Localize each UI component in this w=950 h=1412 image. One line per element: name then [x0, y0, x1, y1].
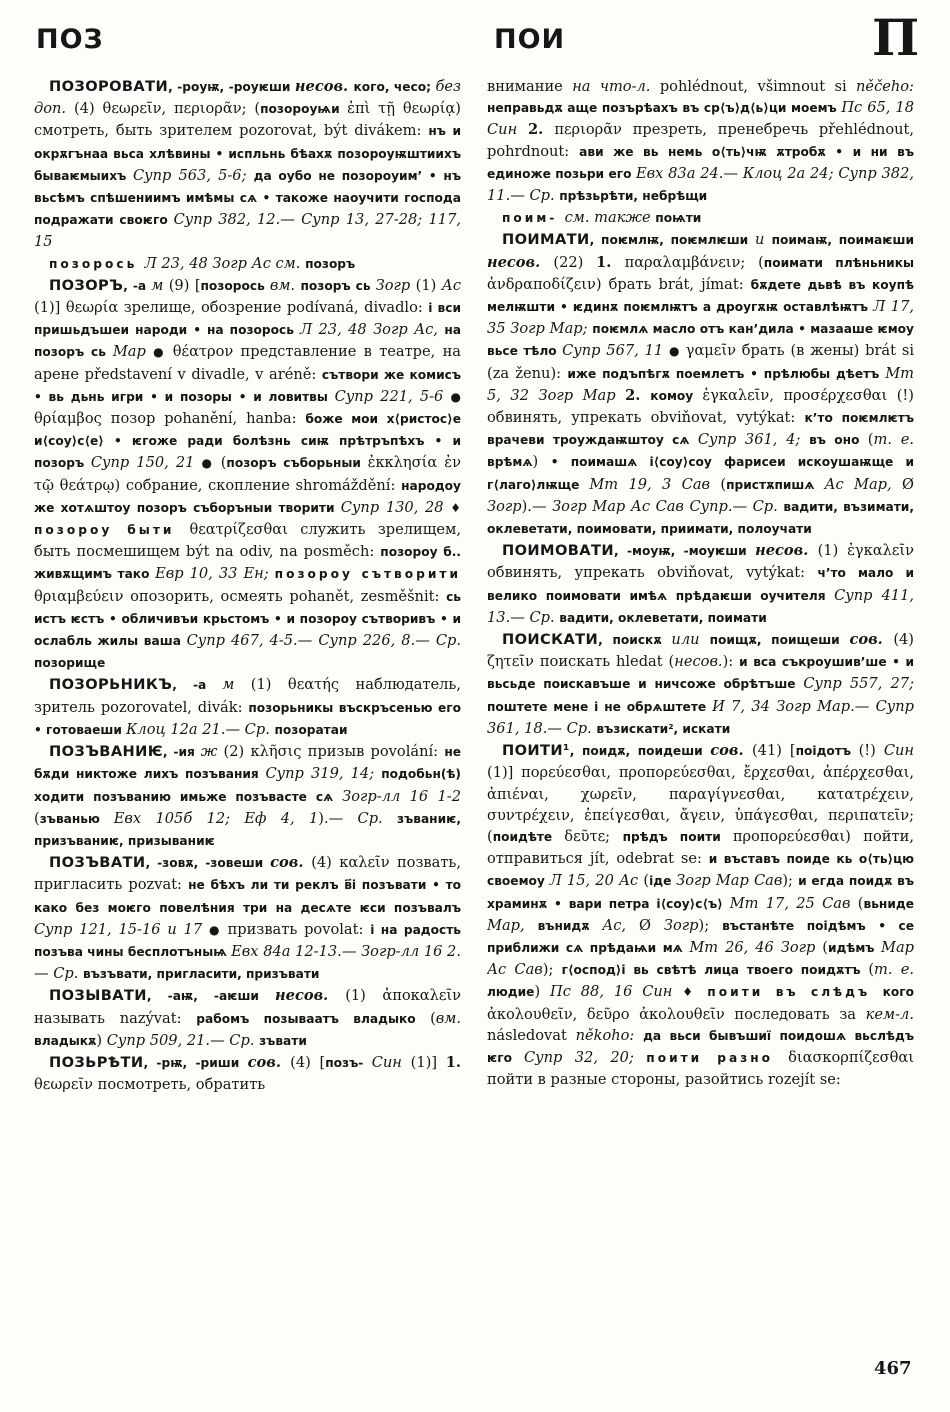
text-segment-ro: позвать, пригласить pozvat:	[34, 854, 461, 894]
text-segment-it: см. также	[564, 209, 656, 227]
text-segment-it: něčeho:	[856, 78, 914, 95]
text-segment-gr: καλεῖν	[339, 854, 397, 872]
text-segment-it: Ас	[441, 276, 461, 294]
text-segment-gr: γαμεῖν	[685, 342, 742, 360]
text-segment-it: Мар,	[487, 916, 538, 934]
text-segment-it: м	[222, 676, 251, 694]
text-segment-ocs: въстанѣте поідѣмъ • се приближи сѧ прѣдаѩи мѧ	[487, 918, 914, 955]
text-segment-it: Ср.	[357, 809, 397, 827]
section-letter: П	[872, 8, 920, 67]
text-segment-it: Пс 88, 16 Син	[550, 983, 683, 1001]
text-segment-gr: ἀποκαλεῖν	[382, 987, 461, 1005]
text-segment-it: Евх 84а 12-13.— Зогр-лл 16 2.— Ср.	[34, 942, 461, 983]
text-segment-iti: несов.	[487, 253, 554, 271]
entry-pozornik	[34, 674, 461, 741]
text-segment-gr: θρίαμβος	[34, 410, 111, 428]
text-segment-gr: ἐπὶ τῇ θεωρίᾳ	[347, 100, 456, 118]
text-segment-ocs: , -ия	[162, 745, 201, 760]
text-segment-it: Мар Ас Сав	[487, 938, 914, 979]
text-segment-ocs: , -моуѭ, -моуѥши	[613, 544, 756, 559]
text-segment-ro: (	[857, 894, 864, 912]
text-segment-it: Зогр	[663, 916, 699, 934]
text-segment-it: Зогр Мар Сав	[676, 872, 783, 890]
text-segment-ocs: поимати плѣньникы	[763, 255, 914, 270]
text-segment-gr: ἐκκλησία ἐν τῷ θεάτρῳ	[34, 454, 461, 494]
text-segment-ro: Ø	[639, 916, 664, 934]
text-segment-b: 2.	[527, 121, 555, 139]
text-segment-ro: (41) [	[751, 742, 796, 760]
text-segment-it: Л 15, 20 Ас	[549, 872, 644, 890]
text-segment-ro: призвать povolat:	[227, 920, 371, 938]
text-segment-gr: θεωρία	[65, 299, 124, 317]
text-segment-ro: )	[96, 1031, 107, 1049]
text-segment-ro: посмотреть, обратить	[97, 1076, 266, 1094]
text-segment-it: Син	[371, 1053, 411, 1071]
text-segment-ocs: на позоръ сь	[34, 323, 461, 360]
entry-pozyvati	[34, 985, 461, 1052]
text-segment-it: и	[755, 231, 772, 249]
text-segment-ocs: врѣмѧ	[487, 455, 533, 470]
text-segment-it: Супр 382, 12.— Супр 13, 27-28; 117, 15	[34, 211, 461, 251]
text-segment-it: Л 17, 35 Зогр Мар;	[487, 298, 914, 338]
text-segment-gr: διασκορπίζεσθαι	[788, 1048, 914, 1066]
text-segment-gr: πορεύεσθαι, προπορεύεσθαι, ἔρχεσθαι, ἀπέρχεσθαι, ἀπιέναι, χωρεῖν, παραγίγνεσθαι, κατατρέχειν, συντρέχειν, ἐπείγεσθαι, ἄγειν, ὑπάγεσθαι, περιπατεῖν;	[487, 764, 914, 824]
text-segment-ocs: г⟨оспод⟩і вь свѣтѣ лица твоего поидѫтъ	[561, 963, 869, 978]
text-segment-it: Ас,	[602, 916, 639, 934]
entry-pozorovati	[34, 76, 461, 253]
text-segment-it: Ас Мар,	[824, 475, 903, 493]
entry-pozoros-crossref	[34, 253, 461, 275]
text-segment-ro: позор pohanění, hanba:	[110, 410, 306, 428]
text-segment-it: И 7, 34 Зогр Мар.— Супр 361, 18.— Ср.	[487, 697, 914, 737]
text-segment-hw: ПОИСКАТИ	[502, 631, 599, 649]
text-segment-ro: (4)	[311, 854, 340, 872]
text-segment-ro: (	[758, 253, 764, 271]
text-segment-ro: (9) [	[168, 276, 201, 294]
text-segment-gr: παραλαμβάνειν;	[624, 253, 759, 271]
text-segment-ocs: позороу б.. живѫщимъ тако	[34, 545, 461, 582]
text-segment-ro: презреть, пренебречь přehlédnout, pohrdnout:	[487, 121, 914, 160]
text-segment-gr: ἀκολουθεῖν, δεῦρο ἀκολουθεῖν	[487, 1005, 735, 1023]
text-segment-it: Супр 509, 21.— Ср.	[106, 1031, 260, 1049]
text-segment-hw: ПОИТИ¹	[502, 742, 570, 760]
text-segment-ocs: , поискѫ	[598, 633, 672, 648]
entry-pozor	[34, 275, 461, 675]
page-number: 467	[874, 1358, 912, 1379]
text-segment-it: Мт 5, 32 Зогр Мар	[487, 364, 914, 404]
text-segment-sp: поим-	[502, 211, 565, 226]
text-segment-sym: ♦	[682, 985, 708, 1000]
entry-poimati	[487, 229, 914, 540]
text-segment-ocs: и вса съкроушив’ше • и вьсьде поискавъше и ничсоже обрѣтъше	[487, 655, 914, 692]
text-segment-sym: ♦	[450, 500, 461, 515]
text-segment-ocs: бѫдете дьвѣ въ коупѣ мелѭшти • ѥдинѫ поѥмлѭтъ а дроугѫѭ оставлѣѭтъ	[487, 277, 914, 315]
text-segment-ro: ) брать brát, jímat:	[595, 275, 751, 293]
text-segment-ocs: вадити, оклеветати, поимати	[559, 610, 767, 625]
text-segment-ro: (	[220, 454, 227, 472]
text-segment-it: вм.	[269, 276, 301, 294]
text-segment-ocs: , -зовѫ, -зовеши	[145, 856, 271, 871]
text-segment-ocs: рабомъ позываатъ владыко	[196, 1011, 431, 1026]
text-segment-it: Пс 65, 18 Син	[487, 99, 914, 139]
text-segment-ocs: да оубо не позороуим’ • нъ вьсѣмъ спѣшениимъ имѣмы сѧ • такоже наоучити господа подражати своѥго	[34, 168, 461, 228]
text-segment-ro: (	[822, 938, 828, 956]
text-segment-gr: θεατής	[287, 676, 356, 694]
text-segment-ocs: к’то поѥмлѥтъ врачеви троуждаѭштоу сѧ	[487, 411, 914, 448]
text-segment-ro: (1)	[345, 987, 383, 1005]
text-segment-it: Супр 563, 5-6;	[132, 166, 254, 184]
text-segment-ro: (!) обвинять, упрекать obviňovat, vytýkat:	[487, 386, 914, 427]
text-segment-b: 1.	[445, 1053, 461, 1071]
text-segment-ocs: позоръ сь	[300, 278, 376, 293]
text-segment-ro: (	[254, 100, 261, 118]
text-segment-iti: сов.	[247, 1053, 291, 1071]
text-segment-hw: ПОИМОВАТИ	[502, 542, 614, 560]
text-segment-hw: ПОЗОРЪ	[49, 276, 124, 294]
text-segment-ro: ) пойти, отправиться jít, odebrat se:	[487, 827, 914, 868]
text-segment-ocs: позорьникы въскръсенью его • готоваеши	[34, 700, 461, 737]
left-column	[34, 76, 461, 1370]
text-segment-it: Зогр	[375, 276, 416, 294]
guide-word-center: ПОИ	[494, 24, 566, 55]
text-segment-sym: ●	[450, 389, 461, 404]
text-segment-ocs: не бѣхъ ли ти реклъ в҃і позъвати • то како без моѥго повелѣния три на десѧте ѥси позъвалъ	[34, 878, 461, 915]
text-segment-ocs: кого, чесо;	[353, 80, 436, 94]
text-segment-sp: поити въ слѣдъ	[707, 985, 883, 1000]
text-segment-ocs: позъ-	[325, 1055, 372, 1070]
text-segment-it: Супр 567, 11	[562, 342, 670, 360]
text-segment-ocs: прѣдъ поити	[622, 829, 733, 844]
text-segment-ocs: іде	[649, 874, 677, 889]
text-segment-hw: ПОЗОРЬНИКЪ	[49, 676, 173, 694]
text-segment-iti: сов.	[270, 854, 312, 872]
text-segment-ro: призыв povolání:	[307, 743, 445, 761]
text-segment-ocs: възискати², искати	[596, 721, 731, 736]
text-segment-sym: ●	[208, 922, 228, 937]
text-segment-hw: ПОЗЬРѢТИ	[49, 1053, 144, 1071]
entry-pozvati	[34, 852, 461, 985]
text-segment-ocs: ч’то мало и велико поимовати имѣѧ прѣдаѥши оучителя	[487, 566, 914, 603]
text-segment-it: Супр 121, 15-16 и 17	[34, 920, 209, 938]
text-segment-ro: называть nazývat:	[34, 1009, 197, 1027]
text-segment-gr: δεῦτε;	[564, 827, 623, 845]
text-segment-it: Евр 10, 33 Ен;	[155, 565, 275, 583]
text-segment-ro: (4)	[73, 100, 103, 118]
text-segment-ocs: народоу же хотѧштоу позоръ съборъныи творити	[34, 478, 461, 515]
text-segment-ocs: , -а	[172, 678, 223, 693]
text-segment-ro: брать (в жены) brát si (za ženu):	[487, 342, 914, 382]
text-segment-gr: θεωρεῖν, περιορᾶν;	[102, 100, 255, 118]
text-segment-it: Зогр	[487, 497, 522, 515]
text-segment-ro: последовать за	[734, 1005, 866, 1023]
entry-poim-crossref	[487, 207, 914, 229]
entry-poimovati	[487, 540, 914, 629]
text-segment-sym: ●	[669, 344, 686, 359]
text-segment-it: Супр 411, 13.— Ср.	[487, 586, 914, 626]
text-segment-ro: пойти в разные стороны, разойтись rozejít se:	[487, 1071, 841, 1089]
text-segment-it: Зогр-лл 16 1-2	[342, 787, 461, 805]
text-segment-ro: (	[487, 827, 493, 845]
text-segment-ro: обвинять, упрекать obviňovat, vytýkat:	[487, 564, 818, 582]
text-segment-ro: зрелище, обозрение podívaná, divadlo:	[123, 299, 429, 317]
text-segment-it: Мт 19, 3 Сав	[589, 475, 721, 493]
text-segment-ocs: прѣзьрѣти, небрѣщи	[559, 189, 708, 204]
text-segment-ro: (	[868, 961, 875, 979]
text-segment-sp: позороу сътворити	[274, 567, 461, 582]
right-column	[487, 76, 914, 1370]
text-segment-ocs: позорось	[200, 278, 270, 293]
text-segment-ocs: позоръ	[305, 256, 356, 271]
text-segment-ro: (1)	[817, 542, 848, 560]
text-segment-ocs: зъванью	[39, 811, 114, 826]
text-segment-ocs: • поимашѧ і⟨соу⟩соу фарисеи искоушаѭще и г⟨лаго⟩лѭще	[487, 455, 914, 492]
text-segment-ro: (1)]	[410, 1053, 446, 1071]
text-segment-hw: ПОЗЫВАТИ	[49, 987, 147, 1005]
text-segment-ocs: позоратаи	[274, 722, 348, 737]
text-segment-ocs: позорище	[34, 656, 106, 671]
text-segment-ro: );	[782, 872, 799, 890]
text-segment-gr: ἀνδραποδίζειν	[487, 275, 596, 293]
text-segment-ocs: , поѥмлѭ, поѥмлѥши	[589, 233, 755, 248]
text-segment-ocs: подобьн(ѣ) ходити позъванию имьже позъвасте сѧ	[34, 767, 461, 804]
text-segment-ocs: идѣмъ	[827, 940, 881, 955]
text-segment-ocs: въ оно	[809, 433, 868, 448]
text-segment-ro: (	[643, 872, 650, 890]
text-segment-sp: позороу быти	[34, 523, 190, 538]
text-segment-ocs: и егда поидѫ въ храминѫ • вари петра і⟨соу⟩с⟨ъ⟩	[487, 874, 914, 911]
text-segment-gr: θέατρον	[172, 343, 241, 361]
text-segment-ro: наблюдатель, зритель pozorovatel, divák:	[34, 676, 461, 716]
text-segment-ro: pohlédnout, všimnout si	[659, 78, 857, 95]
text-segment-ro: )	[532, 453, 551, 471]
text-segment-ocs: і вси пришьдъшеи народи • на позорось	[34, 301, 461, 338]
text-segment-gr: ἐγκαλεῖν	[847, 542, 914, 560]
text-segment-ocs: кого	[882, 985, 914, 1000]
text-segment-hw: ПОЗЪВАНИѤ	[49, 743, 163, 761]
text-segment-ocs: позороуѩи	[260, 102, 348, 117]
text-segment-gr: κλῆσις	[250, 743, 308, 761]
text-segment-ro: následovat	[487, 1026, 576, 1044]
text-segment-hw: ПОИМАТИ	[502, 231, 590, 249]
text-segment-gr: ἐγκαλεῖν, προσέρχεσθαι	[702, 386, 897, 404]
text-segment-ocs: възъвати, пригласити, призъвати	[83, 967, 320, 982]
text-segment-ocs: не бѫди никтоже лихъ позъвания	[34, 745, 461, 782]
text-segment-ocs: позоръ съборьныи	[226, 456, 368, 471]
text-segment-ocs: пристѫпишѧ	[726, 477, 825, 492]
text-segment-ocs: , -а	[123, 278, 152, 293]
text-segment-it: Мар	[112, 343, 154, 361]
text-segment-it: Супр 467, 4-5.— Супр 226, 8.— Ср.	[186, 632, 461, 650]
text-segment-b: 1.	[596, 253, 625, 271]
entry-pozreti-continued	[487, 76, 914, 207]
entry-poiskati	[487, 629, 914, 740]
text-segment-it: Супр 32, 20;	[523, 1048, 647, 1066]
text-segment-it: Супр 319, 14;	[265, 765, 382, 783]
text-segment-it: Супр 557, 27;	[803, 675, 914, 693]
text-segment-ro: служить зрелищем, быть посмешищем být na odiv, na posměch:	[34, 521, 461, 561]
text-segment-it: Мт 26, 46 Зогр	[689, 938, 823, 956]
text-segment-ocs: поідотъ	[795, 744, 859, 759]
text-segment-ocs: сь истъ ѥстъ • обличивъи крьстомъ • и позороу сътворивъ • и ослабль жилы ваша	[34, 589, 461, 649]
text-segment-ocs: поидѣте	[492, 829, 565, 844]
text-segment-ro: поискать hledat (	[539, 653, 675, 671]
text-segment-ro: );	[542, 961, 562, 979]
text-segment-ocs: вьниде	[863, 896, 914, 911]
text-segment-it: или	[671, 631, 710, 649]
text-segment-ro: (1)	[415, 276, 442, 294]
text-segment-ro: (	[867, 431, 874, 449]
text-segment-ocs: боже мои х⟨ристос⟩е и⟨соу⟩с⟨е⟩ • ѥгоже ради болѣзнь сиѭ прѣтръпѣхъ • и позоръ	[34, 412, 461, 471]
guide-word-left: ПОЗ	[36, 24, 104, 55]
text-segment-ocs: да вьси бывъшиї поидошѧ вьслѣдъ ѥго	[487, 1028, 914, 1065]
text-segment-it: вм.	[435, 1009, 461, 1027]
text-segment-ro: опозорить, осмеять pohanět, zesměšnit:	[130, 587, 447, 605]
text-segment-iti: несов.	[755, 542, 818, 560]
text-segment-ro: (!)	[858, 742, 884, 760]
text-segment-ocs: вадити, възимати, оклеветати, поимовати, приимати, полоучати	[487, 499, 914, 537]
text-segment-ocs: людие	[487, 985, 535, 1000]
text-segment-gr: θριαμβεύειν	[34, 587, 131, 605]
text-segment-sp: позорось	[49, 256, 145, 271]
text-segment-ocs: нъ и окрѫгънаа вьса хлѣвины • испльнь бѣахѫ позороуѭштиихъ бываѥмыихъ	[34, 124, 461, 183]
text-segment-ro: ) смотреть, быть зрителем pozorovat, být divákem:	[34, 100, 461, 140]
text-segment-it: т. е.	[873, 431, 914, 449]
text-segment-ro: (1)	[250, 676, 288, 694]
text-segment-ro: (4)	[893, 631, 914, 649]
text-segment-it: Евх 105б 12; Еф 4, 1	[113, 809, 319, 827]
text-segment-iti: сов.	[710, 742, 752, 760]
text-segment-ocs: владыкѫ	[34, 1033, 97, 1048]
text-segment-ocs: сътвори же комисъ • вь дьнь игри • и позоры • и ловитвы	[34, 367, 461, 404]
text-segment-iti: несов.	[294, 78, 354, 95]
text-segment-it: Мт 17, 25 Сав	[729, 894, 858, 912]
text-segment-ocs: , -роуѭ, -роуѥши	[168, 80, 295, 94]
text-segment-ocs: , поидѫ, поидеши	[569, 744, 711, 759]
text-segment-ro: (22)	[553, 253, 597, 271]
text-segment-ro: ) собрание, скопление shromáždění:	[114, 476, 402, 494]
text-segment-it: Клоц 12а 21.— Ср.	[126, 720, 275, 738]
text-segment-ocs: зъвати	[259, 1033, 307, 1048]
text-segment-ro: внимание	[487, 78, 573, 95]
text-segment-gr: ζητεῖν	[487, 653, 540, 671]
text-segment-ro: );	[698, 916, 723, 934]
text-segment-hw: ПОЗОРОВАТИ	[49, 78, 169, 95]
text-segment-ro: ).—	[318, 809, 358, 827]
text-segment-it: несов.	[674, 653, 723, 671]
text-segment-gr: προπορεύεσθαι	[732, 827, 846, 845]
text-segment-ocs: ави же вь немь о⟨ть⟩чѭ ѫтробѫ • и ни въ единоже позьри его	[487, 144, 914, 181]
text-segment-sym: ●	[153, 345, 173, 360]
entry-pozreti	[34, 1052, 461, 1095]
text-segment-ro: (	[34, 809, 40, 827]
text-segment-it: кем-л.	[865, 1005, 914, 1023]
text-segment-ocs: иже подъпѣгѫ поемлетъ • прѣлюбы дѣетъ	[567, 366, 886, 381]
text-segment-ocs: вънидѫ	[537, 918, 603, 933]
text-segment-ocs: і на радость позъва чины бесплотъныѩ	[34, 922, 461, 959]
text-segment-iti: несов.	[275, 987, 346, 1005]
text-segment-ro: )	[534, 983, 550, 1001]
text-segment-ro: ):	[722, 653, 740, 671]
text-segment-ro: (	[430, 1009, 436, 1027]
text-segment-ocs: комоу	[650, 388, 703, 403]
text-segment-ocs: , -аѭ, -аѥши	[146, 989, 276, 1004]
text-segment-hw: ПОЗЪВАТИ	[49, 854, 146, 872]
text-segment-it: Зогр Мар Ас Сав Супр.— Ср.	[552, 497, 784, 515]
text-segment-ro: представление в театре, на арене představení v divadle, v aréně:	[34, 343, 461, 383]
text-segment-b: 2.	[625, 386, 651, 404]
text-segment-it: Супр 130, 28	[340, 498, 451, 516]
text-segment-sym: ●	[201, 456, 221, 471]
text-segment-ocs: зъваниѥ, призъваниѥ, призываниѥ	[34, 811, 461, 848]
entry-poiti	[487, 740, 914, 1090]
text-segment-it: Супр 361, 4;	[697, 431, 810, 449]
text-segment-ocs: , -рѭ, -риши	[143, 1055, 248, 1070]
text-segment-ocs: и въставъ поиде кь о⟨ть⟩цю своемоу	[487, 852, 914, 889]
text-segment-gr: θεατρίζεσθαι	[189, 521, 301, 539]
entry-pozvanie	[34, 741, 461, 852]
text-segment-it: Л 23, 48 Зогр Ас,	[299, 321, 445, 339]
text-segment-gr: θεωρεῖν	[34, 1076, 98, 1094]
text-segment-it: без доп.	[34, 78, 461, 118]
text-segment-ro: (1)]	[487, 764, 522, 782]
text-segment-it: м	[151, 276, 169, 294]
text-segment-ro: ).—	[521, 497, 553, 515]
text-segment-ocs: поимаѭ, поимаѥши	[771, 233, 914, 248]
text-segment-it: ж	[200, 743, 224, 761]
text-segment-ocs: поштете мене і не обрѧштете	[487, 699, 713, 714]
text-segment-ocs: поищѫ, поищеши	[709, 633, 850, 648]
text-segment-ro: (	[720, 475, 727, 493]
text-segment-ro: (2)	[223, 743, 251, 761]
text-segment-it: Супр 150, 21	[90, 454, 202, 472]
text-segment-it: т. е.	[874, 961, 914, 979]
text-segment-it: Супр 221, 5-6	[334, 387, 451, 405]
text-segment-it: на что-л.	[572, 78, 660, 95]
text-segment-sp: поити разно	[646, 1050, 789, 1065]
text-segment-it: Л 23, 48 Зогр Ас см.	[144, 254, 306, 272]
text-segment-iti: сов.	[849, 631, 894, 649]
text-segment-ocs: неправьдѫ аще позърѣахъ въ ср⟨ъ⟩д⟨ь⟩ци моемъ	[487, 101, 842, 116]
text-segment-ro: (4) [	[290, 1053, 326, 1071]
text-segment-it: Евх 83а 24.— Клоц 2а 24; Супр 382, 11.— Ср.	[487, 164, 914, 205]
text-segment-gr: περιορᾶν	[554, 121, 633, 139]
text-segment-ocs: поѥмлѧ масло отъ кан’дила • мазааше ѥмоу вьсе тѣло	[487, 322, 914, 359]
text-segment-ro: (1)]	[34, 299, 66, 317]
text-segment-it: někoho:	[575, 1026, 644, 1044]
text-segment-it: Син	[883, 742, 914, 760]
text-segment-ocs: поѩти	[655, 211, 702, 226]
text-segment-ro: Ø	[902, 475, 914, 493]
